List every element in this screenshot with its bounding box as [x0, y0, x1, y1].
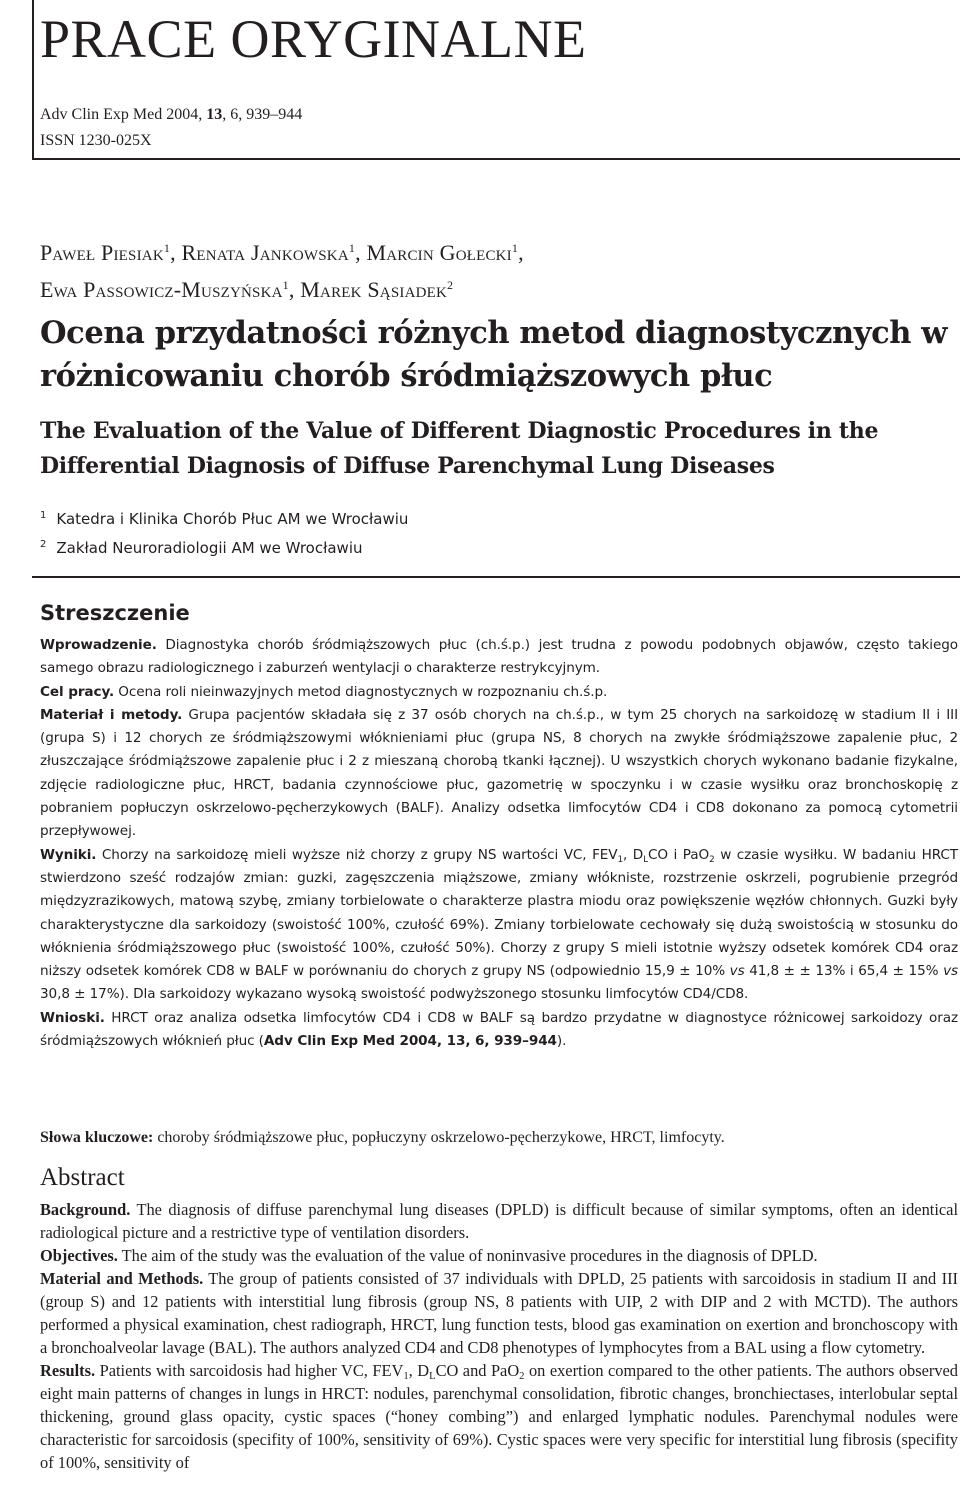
authors: Paweł Piesiak$^1$, Renata Jankowska$^1$, Marcin Gołecki$^1$, Ewa Passowicz-Muszyńska$^1$, Marek Sąsiadek$^2$	[40, 240, 524, 302]
abstract-polish	[40, 634, 958, 1053]
abstract-heading: Abstract	[40, 1164, 125, 1191]
paragraph-objectives: Objectives. The aim of the study was the evaluation of the value of noninvasive procedures in the diagnosis of DPLD.	[40, 1246, 818, 1265]
streszczenie-heading: Streszczenie	[40, 601, 190, 625]
author-name: Ewa Passowicz-Muszyńska	[40, 277, 283, 302]
paragraph-cel: Cel pracy. Ocena roli nieinwazyjnych metod diagnostycznych w rozpoznaniu ch.ś.p.	[40, 683, 608, 700]
paragraph-wyniki: Wyniki. Chorzy na sarkoidozę mieli wyższe niż chorzy z grupy NS wartości VC, $FEV_1$, $D_LCO$ i PaO$_2$ w czasie wysiłku. W badaniu HRCT stwierdzono sześć rodzajów zmian: guzki, zagęszczenia miąższowe, zmiany włókniste, rozstrzenie oskrzeli, pogrubienie przegród międzyzrazikowych, matową szybę, zmiany torbielowate o charakterze plastra miodu oraz powiększenie węzłów chłonnych. Guzki były charakterystyczne dla sarkoidozy (swoistość 100%, czułość 69%). Zmiany torbielowate cechowały się dużą swoistością w stosunku do włóknienia śródmiąższowego płuc (swoistość 100%, czułość 50%). Chorzy z grupy S mieli istotnie wyższy odsetek komórek CD4 oraz niższy odsetek komórek CD8 w BALF w porównaniu do chorych z grupy NS (odpowiednio 15,9 ± 10% vs 41,8 ± ± 13% i 65,4 ± 15% vs 30,8 ± 17%). Dla sarkoidozy wykazano wysoką swoistość podwyższonego stosunku limfocytów CD4/CD8.	[40, 846, 958, 1003]
paragraph-material: Materiał i metody. Grupa pacjentów składała się z 37 osób chorych na ch.ś.p., w tym 25 chorych na sarkoidozę w stadium II i III (grupa S) i 12 chorych ze śródmiąższowymi włóknieniami płuc (grupa NS, 8 chorych na zwykłe śródmiąższowe zapalenie płuc, 2 złuszczające śródmiąższowe zapalenie płuc i 2 z mieszaną chorobą tkanki łącznej). U wszystkich chorych wykonano badanie fizykalne, zdjęcie radiologiczne płuc, HRCT, badania czynnościowe płuc, gazometrię w spoczynku i w czasie wysiłku oraz bronchoskopię z pobraniem popłuczyn oskrzelowo-pęcherzykowych (BALF). Analizy odsetka limfocytów CD4 i CD8 dokonano za pomocą cytometrii przepływowej.	[40, 706, 958, 840]
issn: ISSN 1230-025X	[40, 132, 152, 149]
author-name: Marek Sąsiadek	[300, 277, 448, 302]
title-polish: Ocena przydatności różnych metod diagnostycznych w różnicowaniu chorób śródmiąższowych płuc	[40, 315, 948, 394]
abstract-english	[40, 1198, 958, 1474]
author-name: Paweł Piesiak	[40, 240, 164, 265]
journal-info	[40, 102, 302, 154]
author-name: Renata Jankowska	[181, 240, 349, 265]
author-name: Marcin Gołecki	[366, 240, 512, 265]
affiliation-item: $^2$ Zakład Neuroradiologii AM we Wrocławiu	[40, 539, 363, 557]
paragraph-wprowadzenie: Wprowadzenie. Diagnostyka chorób śródmiąższowych płuc (ch.ś.p.) jest trudna z powodu podobnych objawów, często takiego samego obrazu radiologicznego i zaburzeń wentylacji o charakterze restrykcyjnym.	[40, 637, 958, 677]
section-title: PRACE ORYGINALNE	[40, 9, 587, 69]
paragraph-background: Background. The diagnosis of diffuse parenchymal lung diseases (DPLD) is difficult because of similar symptoms, often an identical radiological picture and a restrictive type of ventilation disorders.	[40, 1200, 958, 1242]
affiliation-item: $^1$ Katedra i Klinika Chorób Płuc AM we Wrocławiu	[40, 510, 409, 528]
paragraph-methods: Material and Methods. The group of patients consisted of 37 individuals with DPLD, 25 patients with sarcoidosis in stadium II and III (group S) and 12 patients with interstitial lung fibrosis (group NS, 8 patients with UIP, 2 with DIP and 2 with MCTD). The authors performed a physical examination, chest radiograph, HRCT, lung function tests, blood gas examination on exertion and bronchoscopy with a bronchoalveolar lavage (BAL). The authors analyzed CD4 and CD8 phenotypes of lymphocytes from a BAL using a flow cytometry.	[40, 1269, 958, 1357]
title-english: The Evaluation of the Value of Different Diagnostic Procedures in the Differential Diagnosis of Diffuse Parenchymal Lung Diseases	[40, 418, 879, 479]
divider	[32, 576, 960, 578]
paragraph-wnioski: Wnioski. HRCT oraz analiza odsetka limfocytów CD4 i CD8 w BALF są bardzo przydatne w diagnostyce różnicowej sarkoidozy oraz śródmiąższowych włóknień płuc (Adv Clin Exp Med 2004, 13, 6, 939–944).	[40, 1009, 958, 1050]
affiliations	[40, 503, 940, 561]
keywords: Słowa kluczowe: choroby śródmiąższowe płuc, popłuczyny oskrzelowo-pęcherzykowe, HRCT, limfocyty.	[40, 1129, 725, 1146]
citation-line: Adv Clin Exp Med 2004, 13, 6, 939–944	[40, 106, 303, 123]
paragraph-results: Results. Patients with sarcoidosis had higher VC, $FEV_1$, $D_LCO$ and PaO$_2$ on exertion compared to the other patients. The authors observed eight main patterns of changes in lungs in HRCT: nodules, parenchymal consolidation, fibrotic changes, bronchiectases, interlobular septal thickening, ground glass opacity, cystic spaces (“honey combing”) and enlarged lymphatic nodules. Parenchymal nodules were characteristic for sarcoidosis (specifity of 100%, sensitivity of 69%). Cystic spaces were very specific for interstitial lung fibrosis (specifity of 100%, sensitivity of	[40, 1361, 958, 1472]
